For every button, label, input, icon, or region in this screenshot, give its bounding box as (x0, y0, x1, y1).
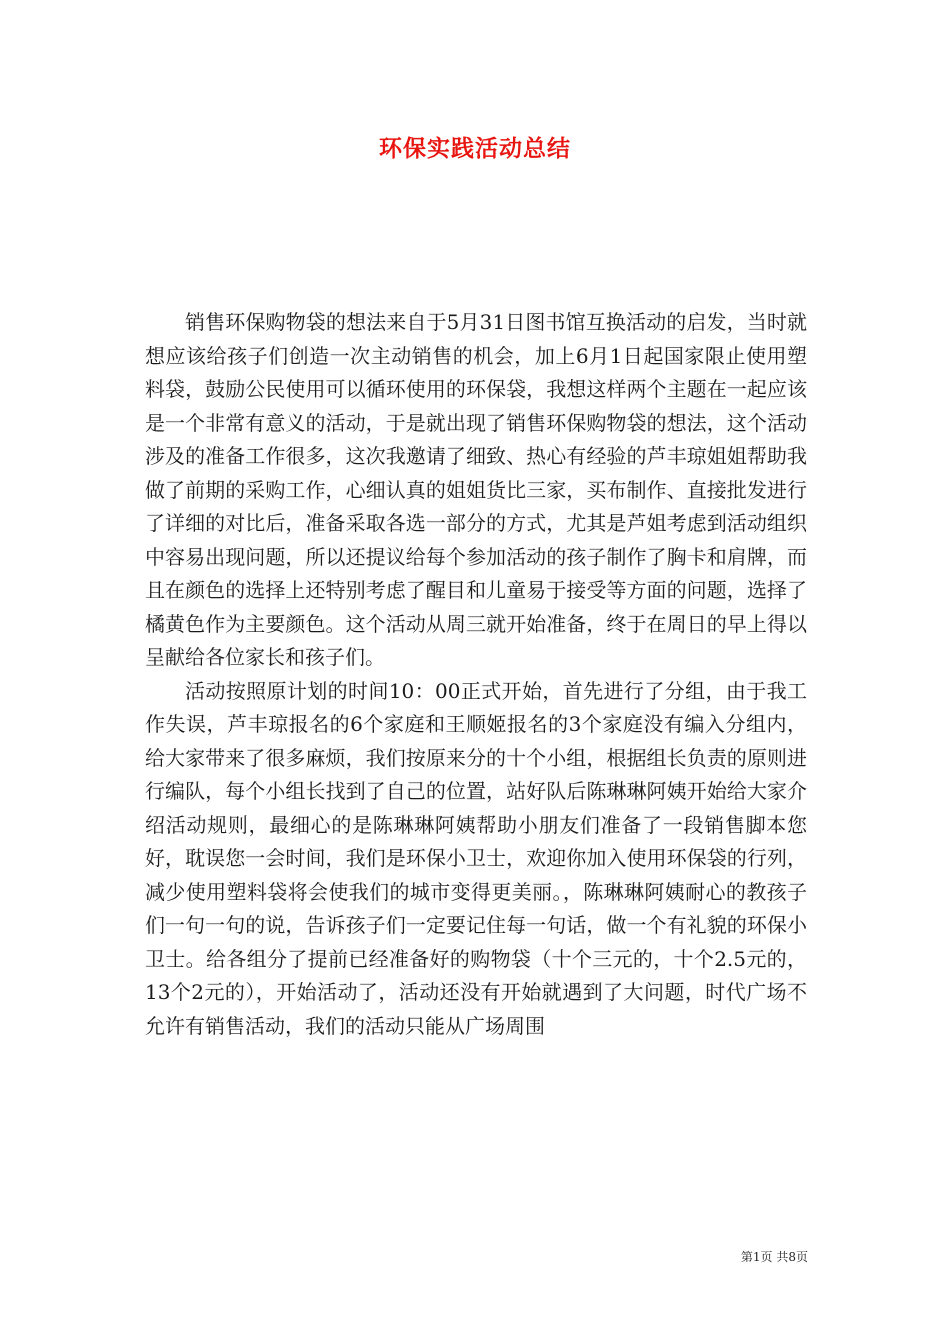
paragraph-2: 活动按照原计划的时间10：00正式开始，首先进行了分组，由于我工作失误，芦丰琼报名的6个家庭和王顺姬报名的3个家庭没有编入分组内，给大家带来了很多麻烦，我们按原来分的十个小组，根据组长负责的原则进行编队，每个小组长找到了自己的位置，站好队后陈琳琳阿姨开始给大家介绍活动规则，最细心的是陈琳琳阿姨帮助小朋友们准备了一段销售脚本您好，耽误您一会时间，我们是环保小卫士，欢迎你加入使用环保袋的行列，减少使用塑料袋将会使我们的城市变得更美丽。，陈琳琳阿姨耐心的教孩子们一句一句的说，告诉孩子们一定要记住每一句话，做一个有礼貌的环保小卫士。给各组分了提前已经准备好的购物袋（十个三元的，十个2.5元的，13个2元的），开始活动了，活动还没有开始就遇到了大问题，时代广场不允许有销售活动，我们的活动只能从广场周围 (145, 678, 807, 1038)
page-suffix: 页 (795, 1250, 808, 1264)
page-current: 1 (752, 1250, 761, 1264)
page-prefix: 第 (740, 1250, 753, 1264)
page-total: 8 (788, 1250, 796, 1264)
document-body (145, 306, 807, 1043)
paragraph-1: 销售环保购物袋的想法来自于5月31日图书馆互换活动的启发，当时就想应该给孩子们创造一次主动销售的机会，加上6月1日起国家限止使用塑料袋，鼓励公民使用可以循环使用的环保袋，我想这样两个主题在一起应该是一个非常有意义的活动，于是就出现了销售环保购物袋的想法，这个活动涉及的准备工作很多，这次我邀请了细致、热心有经验的芦丰琼姐姐帮助我做了前期的采购工作，心细认真的姐姐货比三家，买布制作、直接批发进行了详细的对比后，准备采取各选一部分的方式，尤其是芦姐考虑到活动组织中容易出现问题，所以还提议给每个参加活动的孩子制作了胸卡和肩牌，而且在颜色的选择上还特别考虑了醒目和儿童易于接受等方面的问题，选择了橘黄色作为主要颜色。这个活动从周三就开始准备，终于在周日的早上得以呈献给各位家长和孩子们。 (145, 310, 807, 669)
page-number (0, 1248, 950, 1265)
page-middle: 页 共 (760, 1250, 789, 1264)
document-title: 环保实践活动总结 (379, 135, 571, 162)
